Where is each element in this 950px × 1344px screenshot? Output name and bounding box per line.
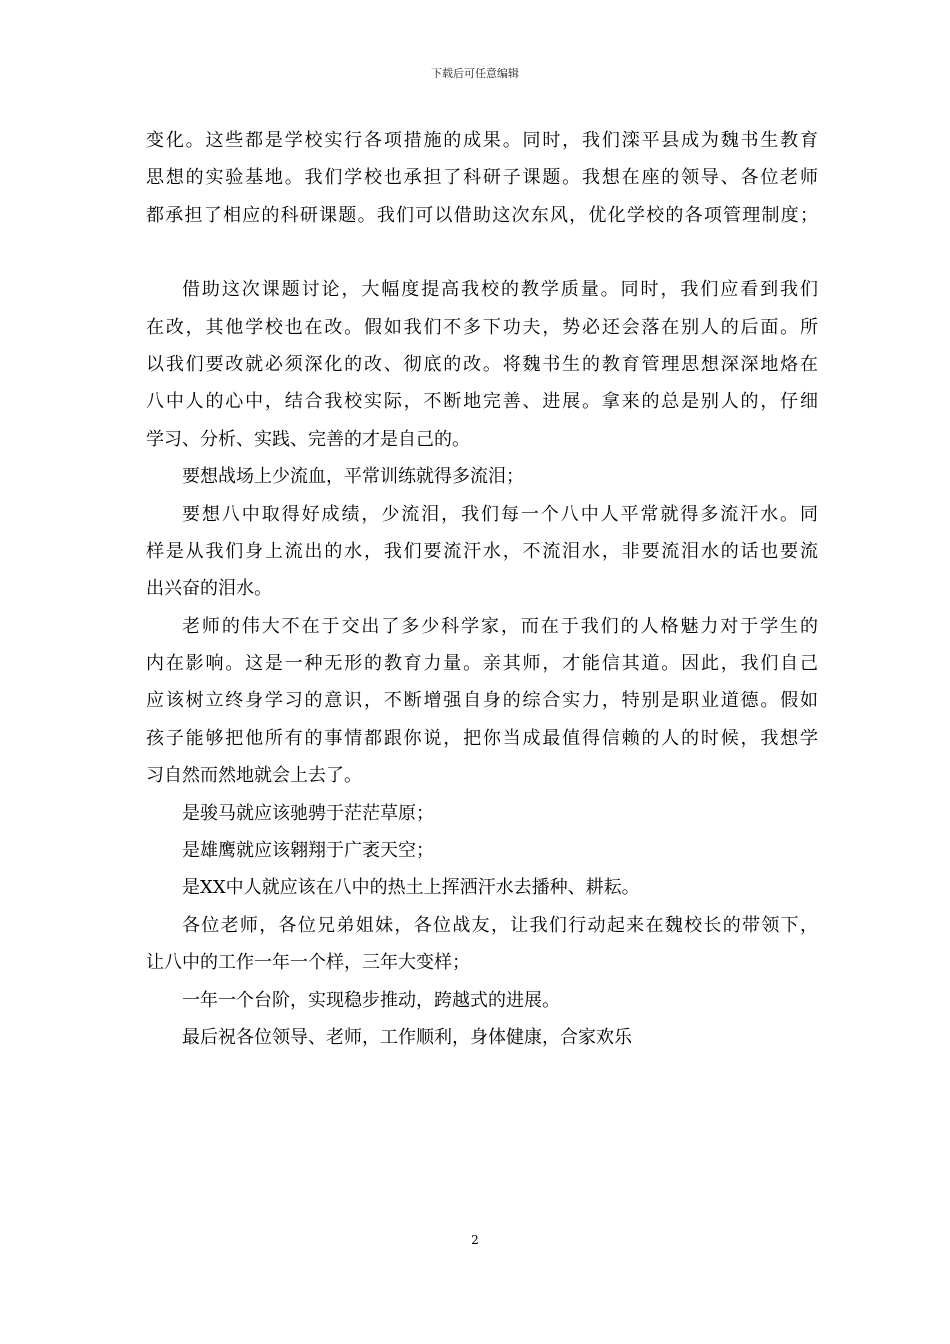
text-line: 变化。这些都是学校实行各项措施的成果。同时，我们滦平县成为魏书生教育 [146, 130, 818, 151]
document-body [146, 122, 818, 1056]
text-line: 八中人的心中，结合我校实际，不断地完善、进展。拿来的总是别人的，仔细 [146, 391, 818, 413]
text-line: 应该树立终身学习的意识，不断增强自身的综合实力，特别是职业道德。假如 [146, 690, 818, 712]
text-line: 以我们要改就必须深化的改、彻底的改。将魏书生的教育管理思想深深地烙在 [146, 353, 818, 375]
text-line: 习自然而然地就会上去了。 [146, 765, 362, 787]
paragraph-7 [146, 832, 818, 869]
paragraph-5 [146, 608, 818, 795]
page-number: 2 [471, 1233, 479, 1247]
paragraph-8 [146, 869, 818, 906]
paragraph-gap [146, 234, 818, 271]
text-line: 出兴奋的泪水。 [146, 578, 272, 600]
paragraph-11 [146, 1019, 818, 1056]
text-line: 要想八中取得好成绩，少流泪，我们每一个八中人平常就得多流汗水。同 [182, 503, 818, 525]
text-line: 是骏马就应该驰骋于茫茫草原； [182, 802, 434, 824]
text-line: 在改，其他学校也在改。假如我们不多下功夫，势必还会落在别人的后面。所 [146, 316, 818, 338]
paragraph-3 [146, 458, 818, 495]
text-line: 都承担了相应的科研课题。我们可以借助这次东风，优化学校的各项管理制度； [146, 204, 818, 226]
text-line: 各位老师，各位兄弟姐妹，各位战友，让我们行动起来在魏校长的带领下， [182, 914, 818, 936]
text-line: 是XX中人就应该在八中的热土上挥洒汗水去播种、耕耘。 [182, 877, 640, 899]
text-line: 孩子能够把他所有的事情都跟你说，把你当成最值得信赖的人的时候，我想学 [146, 727, 818, 749]
text-line: 让八中的工作一年一个样，三年大变样； [146, 952, 470, 974]
text-line: 内在影响。这是一种无形的教育力量。亲其师，才能信其道。因此，我们自己 [146, 653, 818, 675]
paragraph-10 [146, 982, 818, 1019]
paragraph-2 [146, 271, 818, 458]
text-line: 是雄鹰就应该翱翔于广袤天空； [182, 840, 434, 862]
text-line: 一年一个台阶，实现稳步推动，跨越式的进展。 [182, 989, 560, 1011]
text-line: 最后祝各位领导、老师，工作顺利，身体健康，合家欢乐 [182, 1026, 632, 1048]
text-line: 思想的实验基地。我们学校也承担了科研子课题。我想在座的领导、各位老师 [146, 167, 818, 189]
text-line: 学习、分析、实践、完善的才是自己的。 [146, 428, 470, 450]
paragraph-1 [146, 122, 818, 234]
paragraph-9 [146, 907, 818, 982]
text-line: 要想战场上少流血，平常训练就得多流泪； [182, 466, 524, 488]
page-header: 下载后可任意编辑 [431, 67, 519, 80]
text-line: 样是从我们身上流出的水，我们要流汗水，不流泪水，非要流泪水的话也要流 [146, 540, 818, 562]
text-line: 借助这次课题讨论，大幅度提高我校的教学质量。同时，我们应看到我们 [182, 279, 818, 301]
paragraph-6 [146, 795, 818, 832]
text-line: 老师的伟大不在于交出了多少科学家，而在于我们的人格魅力对于学生的 [182, 615, 818, 637]
paragraph-4 [146, 496, 818, 608]
